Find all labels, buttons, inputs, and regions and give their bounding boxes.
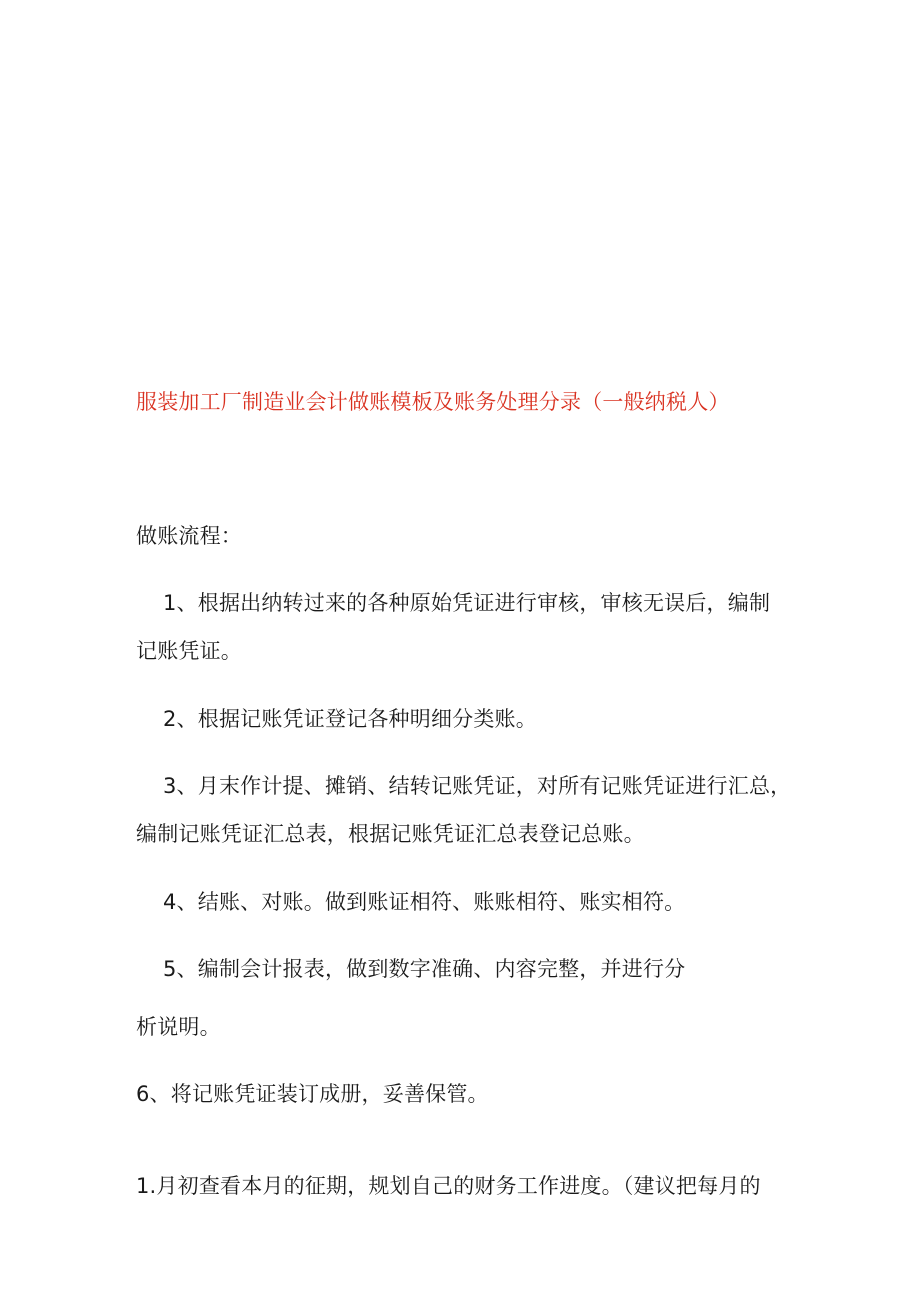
step-3-line-1: 3、月末作计提、摊销、结转记账凭证，对所有记账凭证进行汇总， — [163, 774, 792, 798]
tip-line: 1.月初查看本月的征期，规划自己的财务工作进度。（建议把每月的 — [136, 1174, 761, 1198]
step-3-line-2: 编制记账凭证汇总表，根据记账凭证汇总表登记总账。 — [136, 822, 645, 846]
step-1-line-2: 记账凭证。 — [136, 639, 242, 663]
step-2: 2、根据记账凭证登记各种明细分类账。 — [163, 707, 537, 731]
step-5-line-1: 5、编制会计报表，做到数字准确、内容完整，并进行分 — [163, 957, 686, 981]
step-6: 6、将记账凭证装订成册，妥善保管。 — [136, 1082, 489, 1106]
step-1-line-1: 1、根据出纳转过来的各种原始凭证进行审核，审核无误后，编制 — [163, 591, 771, 615]
document-title: 服装加工厂制造业会计做账模板及账务处理分录（一般纳税人） — [136, 390, 730, 414]
step-5-line-2: 析说明。 — [136, 1015, 221, 1039]
section-heading: 做账流程： — [136, 524, 242, 548]
step-4: 4、结账、对账。做到账证相符、账账相符、账实相符。 — [163, 890, 686, 914]
